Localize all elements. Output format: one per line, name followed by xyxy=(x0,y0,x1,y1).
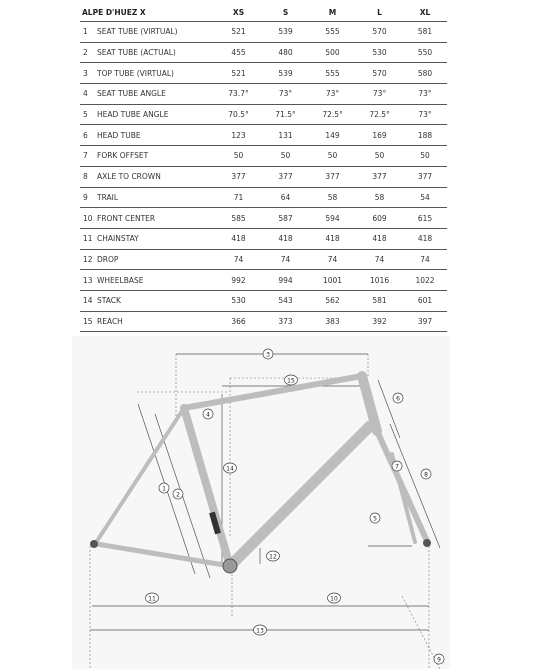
table-cell: 73° xyxy=(356,84,403,105)
dimension-label: 13 xyxy=(256,627,264,635)
bottom-bracket xyxy=(223,559,237,573)
table-cell: 377 xyxy=(215,166,262,187)
table-cell: 149 xyxy=(309,125,356,146)
row-number: 1 xyxy=(80,22,97,43)
table-cell: 71.5° xyxy=(262,104,309,125)
row-number: 15 xyxy=(80,311,97,332)
table-cell: 73° xyxy=(262,84,309,105)
table-row xyxy=(80,42,447,63)
table-cell: 72.5° xyxy=(309,104,356,125)
table-cell: 418 xyxy=(356,228,403,249)
table-cell: 539 xyxy=(262,63,309,84)
table-cell: 377 xyxy=(356,166,403,187)
table-cell: 73.7° xyxy=(215,84,262,105)
row-number: 5 xyxy=(80,104,97,125)
table-cell: 521 xyxy=(215,22,262,43)
size-header: XS xyxy=(232,7,245,17)
table-cell: 418 xyxy=(215,228,262,249)
table-cell: 74 xyxy=(403,249,447,270)
table-cell: 54 xyxy=(403,187,447,208)
table-cell: 169 xyxy=(356,125,403,146)
dimension-label: 14 xyxy=(226,465,234,473)
table-cell: 992 xyxy=(215,270,262,291)
table-cell: 455 xyxy=(215,42,262,63)
table-cell: 50 xyxy=(403,146,447,167)
table-cell: 555 xyxy=(309,22,356,43)
row-number: 7 xyxy=(80,146,97,167)
table-cell: 581 xyxy=(356,290,403,311)
rear-dropout xyxy=(90,540,98,548)
table-row xyxy=(80,208,447,229)
row-label: WHEELBASE xyxy=(97,270,215,291)
table-cell: 73° xyxy=(403,84,447,105)
row-number: 8 xyxy=(80,166,97,187)
table-cell: 585 xyxy=(215,208,262,229)
row-number: 9 xyxy=(80,187,97,208)
row-number: 6 xyxy=(80,125,97,146)
row-label: CHAINSTAY xyxy=(97,228,215,249)
row-number: 2 xyxy=(80,42,97,63)
row-number: 13 xyxy=(80,270,97,291)
table-cell: 418 xyxy=(262,228,309,249)
table-cell: 377 xyxy=(403,166,447,187)
table-cell: 418 xyxy=(403,228,447,249)
row-number: 3 xyxy=(80,63,97,84)
table-cell: 72.5° xyxy=(356,104,403,125)
table-cell: 562 xyxy=(309,290,356,311)
table-cell: 74 xyxy=(215,249,262,270)
table-cell: 418 xyxy=(309,228,356,249)
table-cell: 500 xyxy=(309,42,356,63)
table-cell: 521 xyxy=(215,63,262,84)
table-cell: 50 xyxy=(356,146,403,167)
row-label: SEAT TUBE ANGLE xyxy=(97,84,215,105)
table-cell: 188 xyxy=(403,125,447,146)
table-row xyxy=(80,187,447,208)
dimension-label: 4 xyxy=(206,411,210,419)
row-label: DROP xyxy=(97,249,215,270)
row-label: REACH xyxy=(97,311,215,332)
table-cell: 570 xyxy=(356,63,403,84)
table-row xyxy=(80,22,447,43)
dimension-label: 7 xyxy=(395,463,399,471)
table-cell: 550 xyxy=(403,42,447,63)
frame-geometry-diagram xyxy=(72,336,450,669)
table-cell: 480 xyxy=(262,42,309,63)
table-cell: 73° xyxy=(309,84,356,105)
table-cell: 594 xyxy=(309,208,356,229)
row-label: FRONT CENTER xyxy=(97,208,215,229)
dimension-label: 9 xyxy=(437,656,441,664)
dimension-label: 6 xyxy=(396,395,400,403)
table-cell: 74 xyxy=(262,249,309,270)
model-name: ALPE D'HUEZ X xyxy=(82,7,146,17)
row-label: HEAD TUBE xyxy=(97,125,215,146)
row-number: 4 xyxy=(80,84,97,105)
table-row xyxy=(80,166,447,187)
table-cell: 74 xyxy=(309,249,356,270)
table-header-row xyxy=(80,3,447,22)
table-cell: 397 xyxy=(403,311,447,332)
row-number: 12 xyxy=(80,249,97,270)
table-cell: 1016 xyxy=(356,270,403,291)
table-cell: 71 xyxy=(215,187,262,208)
table-cell: 377 xyxy=(262,166,309,187)
table-cell: 570 xyxy=(356,22,403,43)
table-row xyxy=(80,290,447,311)
dimension-label: 8 xyxy=(424,471,428,479)
table-cell: 543 xyxy=(262,290,309,311)
dimension-label: 15 xyxy=(287,377,295,385)
table-cell: 392 xyxy=(356,311,403,332)
table-row xyxy=(80,84,447,105)
table-cell: 373 xyxy=(262,311,309,332)
row-number: 10 xyxy=(80,208,97,229)
table-cell: 539 xyxy=(262,22,309,43)
table-cell: 58 xyxy=(309,187,356,208)
table-cell: 530 xyxy=(215,290,262,311)
table-row xyxy=(80,249,447,270)
table-cell: 50 xyxy=(262,146,309,167)
table-cell: 530 xyxy=(356,42,403,63)
table-cell: 609 xyxy=(356,208,403,229)
table-cell: 1022 xyxy=(403,270,447,291)
size-header: XL xyxy=(419,7,431,17)
table-row xyxy=(80,63,447,84)
row-label: AXLE TO CROWN xyxy=(97,166,215,187)
row-number: 14 xyxy=(80,290,97,311)
size-header: M xyxy=(328,7,337,17)
size-header: S xyxy=(282,7,289,17)
table-cell: 615 xyxy=(403,208,447,229)
table-row xyxy=(80,125,447,146)
table-cell: 131 xyxy=(262,125,309,146)
table-row xyxy=(80,104,447,125)
row-label: FORK OFFSET xyxy=(97,146,215,167)
table-cell: 377 xyxy=(309,166,356,187)
dimension-label: 3 xyxy=(266,351,270,359)
table-cell: 383 xyxy=(309,311,356,332)
row-label: STACK xyxy=(97,290,215,311)
table-cell: 64 xyxy=(262,187,309,208)
table-cell: 50 xyxy=(309,146,356,167)
row-label: TRAIL xyxy=(97,187,215,208)
dimension-label: 10 xyxy=(330,595,338,603)
dimension-label: 2 xyxy=(176,491,180,499)
table-cell: 587 xyxy=(262,208,309,229)
table-cell: 74 xyxy=(356,249,403,270)
row-label: SEAT TUBE (ACTUAL) xyxy=(97,42,215,63)
table-row xyxy=(80,311,447,332)
table-row xyxy=(80,146,447,167)
table-cell: 581 xyxy=(403,22,447,43)
table-cell: 70.5° xyxy=(215,104,262,125)
fork-dropout xyxy=(423,539,431,547)
table-row xyxy=(80,228,447,249)
table-cell: 601 xyxy=(403,290,447,311)
table-cell: 58 xyxy=(356,187,403,208)
dimension-label: 12 xyxy=(269,553,277,561)
geometry-table xyxy=(80,3,447,332)
table-cell: 555 xyxy=(309,63,356,84)
table-cell: 50 xyxy=(215,146,262,167)
table-cell: 1001 xyxy=(309,270,356,291)
row-label: HEAD TUBE ANGLE xyxy=(97,104,215,125)
table-cell: 123 xyxy=(215,125,262,146)
row-label: SEAT TUBE (VIRTUAL) xyxy=(97,22,215,43)
table-cell: 994 xyxy=(262,270,309,291)
row-number: 11 xyxy=(80,228,97,249)
dimension-label: 1 xyxy=(162,485,166,493)
table-cell: 580 xyxy=(403,63,447,84)
table-row xyxy=(80,270,447,291)
table-cell: 73° xyxy=(403,104,447,125)
table-cell: 366 xyxy=(215,311,262,332)
row-label: TOP TUBE (VIRTUAL) xyxy=(97,63,215,84)
dimension-label: 5 xyxy=(373,515,377,523)
size-header: L xyxy=(377,7,382,17)
dimension-label: 11 xyxy=(148,595,156,603)
